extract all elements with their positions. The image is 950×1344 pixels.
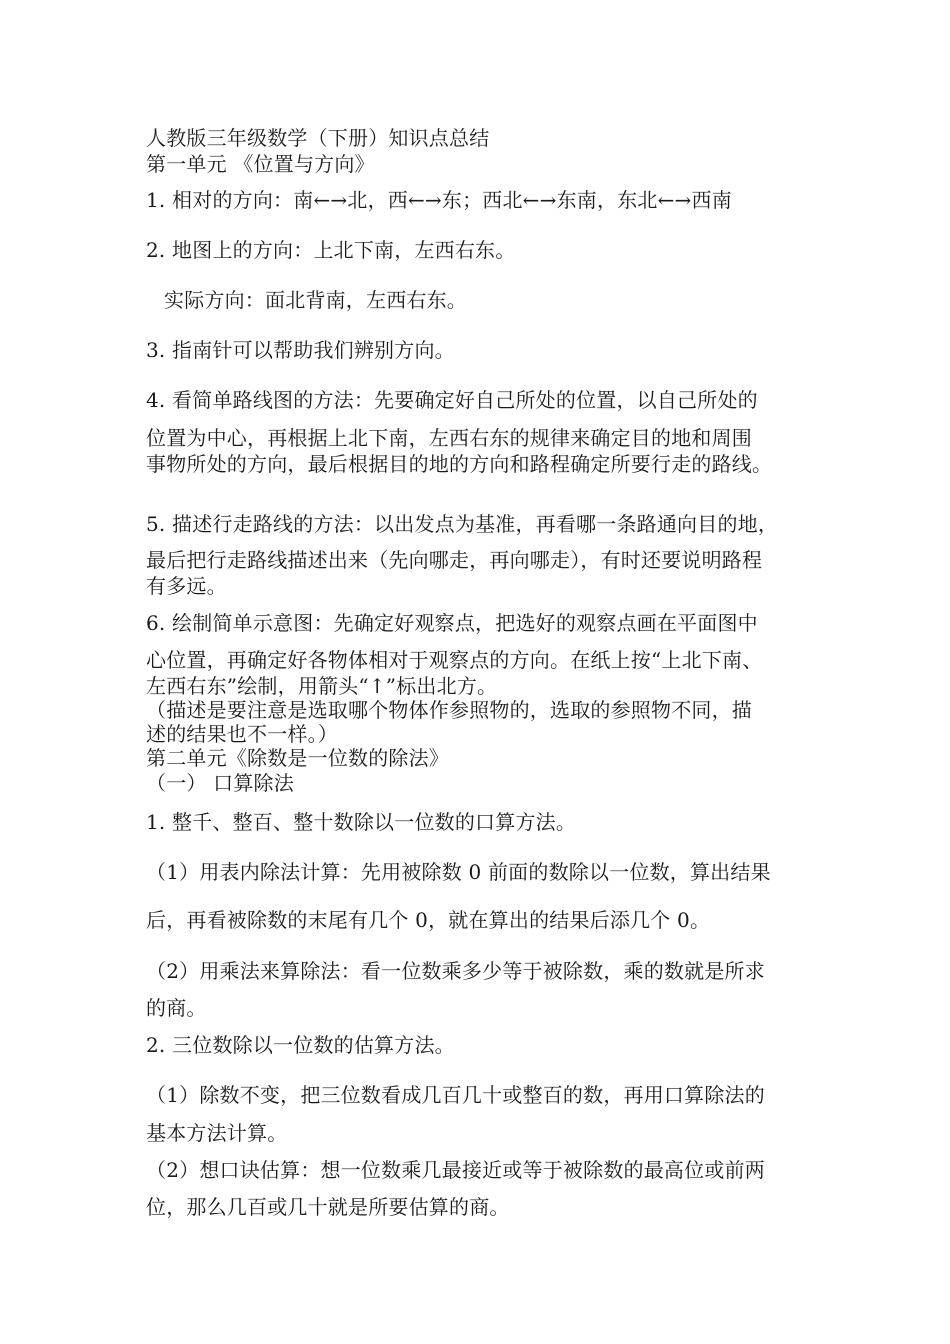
- unit1-note-line2: 述的结果也不一样。）: [146, 722, 338, 746]
- unit1-item1-prefix: 1. 相对的方向：: [146, 188, 294, 212]
- unit1-item6-line2: 心位置，再确定好各物体相对于观察点的方向。在纸上按“上北下南、: [146, 648, 763, 672]
- unit1-item5-line1: 5. 描述行走路线的方法：以出发点为基准，再看哪一条路通向目的地，: [146, 512, 779, 536]
- unit1-item4-line2: 位置为中心，再根据上北下南，左西右东的规律来确定目的地和周围: [146, 426, 752, 450]
- unit1-item2: [146, 238, 515, 262]
- unit2-point1: 1. 整千、整百、整十数除以一位数的口算方法。: [146, 810, 577, 834]
- unit2-point2-sub1-line1: （1）除数不变，把三位数看成几百几十或整百的数，再用口算除法的: [146, 1083, 765, 1107]
- unit1-item6-line1: 6. 绘制简单示意图：先确定好观察点，把选好的观察点画在平面图中: [146, 611, 758, 635]
- unit1-item6-line3: 左西右东”绘制，用箭头“↑”标出北方。: [146, 674, 498, 698]
- unit2-point2: 2. 三位数除以一位数的估算方法。: [146, 1033, 455, 1057]
- document-title: 人教版三年级数学（下册）知识点总结: [146, 126, 490, 150]
- unit1-item2-sub: 实际方向：面北背南，左西右东。: [164, 288, 467, 312]
- unit2-point2-sub2-line2: 位，那么几百或几十就是所要估算的商。: [146, 1195, 510, 1219]
- unit2-point1-sub2-line2: 的商。: [146, 996, 207, 1020]
- unit1-item4-line3: 事物所处的方向，最后根据目的地的方向和路程确定所要行走的路线。: [146, 452, 773, 476]
- unit1-item5-line2: 最后把行走路线描述出来（先向哪走，再向哪走），有时还要说明路程: [146, 548, 763, 572]
- unit2-point1-sub1-line2: 后，再看被除数的末尾有几个 0，就在算出的结果后添几个 0。: [146, 908, 711, 932]
- unit2-point1-sub1-line1: （1）用表内除法计算：先用被除数 0 前面的数除以一位数，算出结果: [146, 860, 771, 884]
- unit1-heading: 第一单元 《位置与方向》: [146, 152, 375, 176]
- unit1-item1: [146, 188, 732, 212]
- unit1-item5-line3: 有多远。: [146, 574, 227, 598]
- unit1-item1-text: 南←→北，西←→东；西北←→东南，东北←→西南: [293, 188, 732, 212]
- unit2-point2-sub1-line2: 基本方法计算。: [146, 1121, 288, 1145]
- unit2-point2-sub2-line1: （2）想口诀估算：想一位数乘几最接近或等于被除数的最高位或前两: [146, 1158, 765, 1182]
- unit1-item4-line1: 4. 看简单路线图的方法：先要确定好自己所处的位置，以自己所处的: [146, 388, 758, 412]
- unit1-item2-text: 上北下南，左西右东。: [313, 238, 516, 262]
- unit2-point1-sub2-line1: （2）用乘法来算除法：看一位数乘多少等于被除数，乘的数就是所求: [146, 959, 765, 983]
- unit1-note-line1: （描述是要注意是选取哪个物体作参照物的，选取的参照物不同，描: [146, 698, 752, 722]
- unit1-item2-prefix: 2. 地图上的方向：: [146, 238, 314, 262]
- unit2-section1: （一） 口算除法: [146, 771, 294, 795]
- unit2-heading: 第二单元《除数是一位数的除法》: [146, 746, 449, 770]
- unit1-item3: 3. 指南针可以帮助我们辨别方向。: [146, 338, 455, 362]
